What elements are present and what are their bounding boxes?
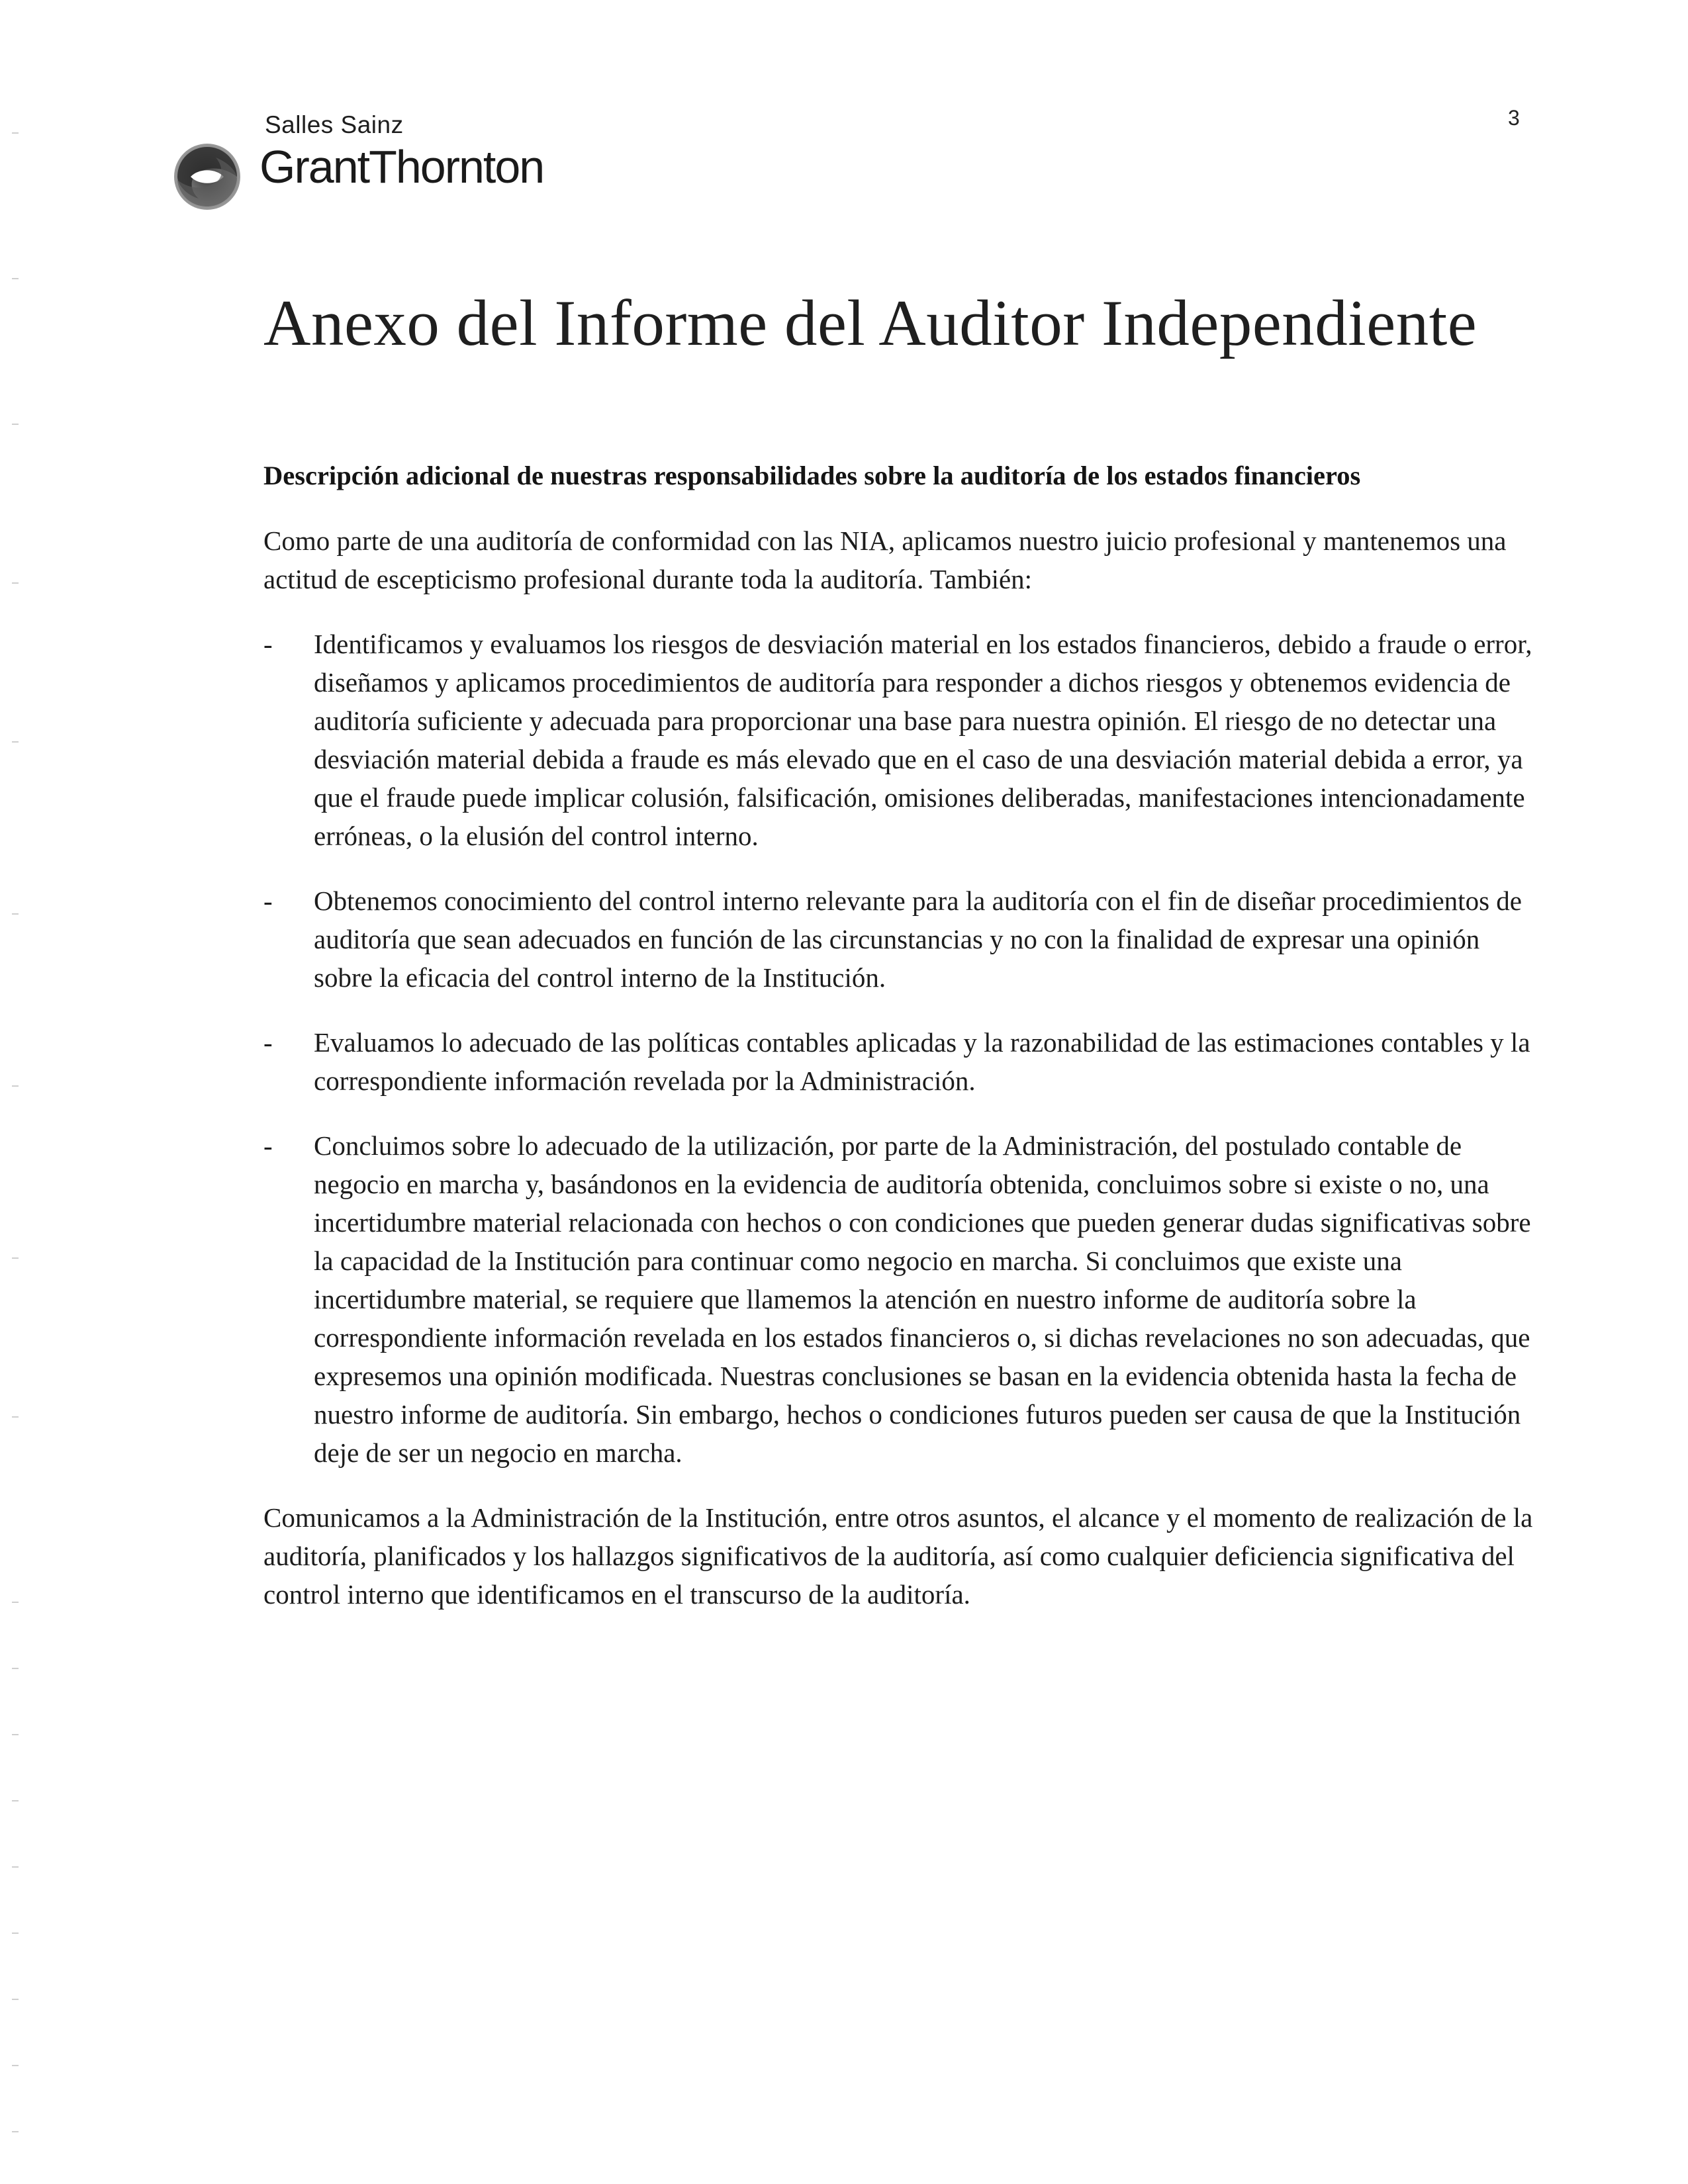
document-title: Anexo del Informe del Auditor Independiente [263, 287, 1477, 359]
bullet-marker: - [263, 1130, 273, 1161]
list-item [263, 1126, 1534, 1472]
firm-logo [171, 106, 581, 199]
list-item [263, 1023, 1534, 1100]
firm-subname: Salles Sainz [265, 111, 404, 138]
list-item [263, 882, 1534, 997]
page-number: 3 [1508, 106, 1520, 130]
list-item-text: Evaluamos lo adecuado de las políticas contables aplicadas y la razonabilidad de las estimaciones contables y la correspondiente información revelada por la Administración. [314, 1027, 1530, 1096]
closing-paragraph: Comunicamos a la Administración de la Institución, entre otros asuntos, el alcance y el momento de realización de la auditoría, planificados y los hallazgos significativos de la auditoría, así como cualquier deficiencia significativa del control interno que identificamos en el transcurso de la auditoría. [263, 1502, 1533, 1610]
bullet-marker: - [263, 1027, 273, 1058]
responsibilities-list [263, 625, 1534, 1472]
bullet-marker: - [263, 629, 273, 659]
list-item-text: Concluimos sobre lo adecuado de la utilización, por parte de la Administración, del postulado contable de negocio en marcha y, basándonos en la evidencia de auditoría obtenida, concluimos sobre si existe o no, una incertidumbre material relacionada con hechos o con condiciones que pueden generar dudas significativas sobre la capacidad de la Institución para continuar como negocio en marcha. Si concluimos que existe una incertidumbre material, se requiere que llamemos la atención en nuestro informe de auditoría sobre la correspondiente información revelada en los estados financieros o, si dichas revelaciones no son adecuadas, que expresemos una opinión modificada. Nuestras conclusiones se basan en la evidencia obtenida hasta la fecha de nuestro informe de auditoría. Sin embargo, hechos o condiciones futuros pueden ser causa de que la Institución deje de ser un negocio en marcha. [314, 1130, 1531, 1468]
list-item [263, 625, 1534, 855]
bullet-marker: - [263, 886, 273, 916]
document-body [263, 457, 1534, 1640]
list-item-text: Identificamos y evaluamos los riesgos de desviación material en los estados financieros, debido a fraude o error, diseñamos y aplicamos procedimientos de auditoría para responder a dichos riesgos y obtenemos evidencia de auditoría suficiente y adecuada para proporcionar una base para nuestra opinión. El riesgo de no detectar una desviación material debida a fraude es más elevado que en el caso de una desviación material debida a error, ya que el fraude puede implicar colusión, falsificación, omisiones deliberadas, manifestaciones intencionadamente erróneas, o la elusión del control interno. [314, 629, 1532, 851]
section-heading: Descripción adicional de nuestras responsabilidades sobre la auditoría de los estados financieros [263, 461, 1361, 490]
firm-name: GrantThornton [259, 141, 544, 193]
scan-edge-marks [12, 0, 38, 2184]
intro-paragraph: Como parte de una auditoría de conformidad con las NIA, aplicamos nuestro juicio profesional y mantenemos una actitud de escepticismo profesional durante toda la auditoría. También: [263, 525, 1507, 594]
grant-thornton-swirl-icon [171, 140, 244, 213]
list-item-text: Obtenemos conocimiento del control interno relevante para la auditoría con el fin de diseñar procedimientos de auditoría que sean adecuados en función de las circunstancias y no con la finalidad de expresar una opinión sobre la eficacia del control interno de la Institución. [314, 886, 1522, 993]
